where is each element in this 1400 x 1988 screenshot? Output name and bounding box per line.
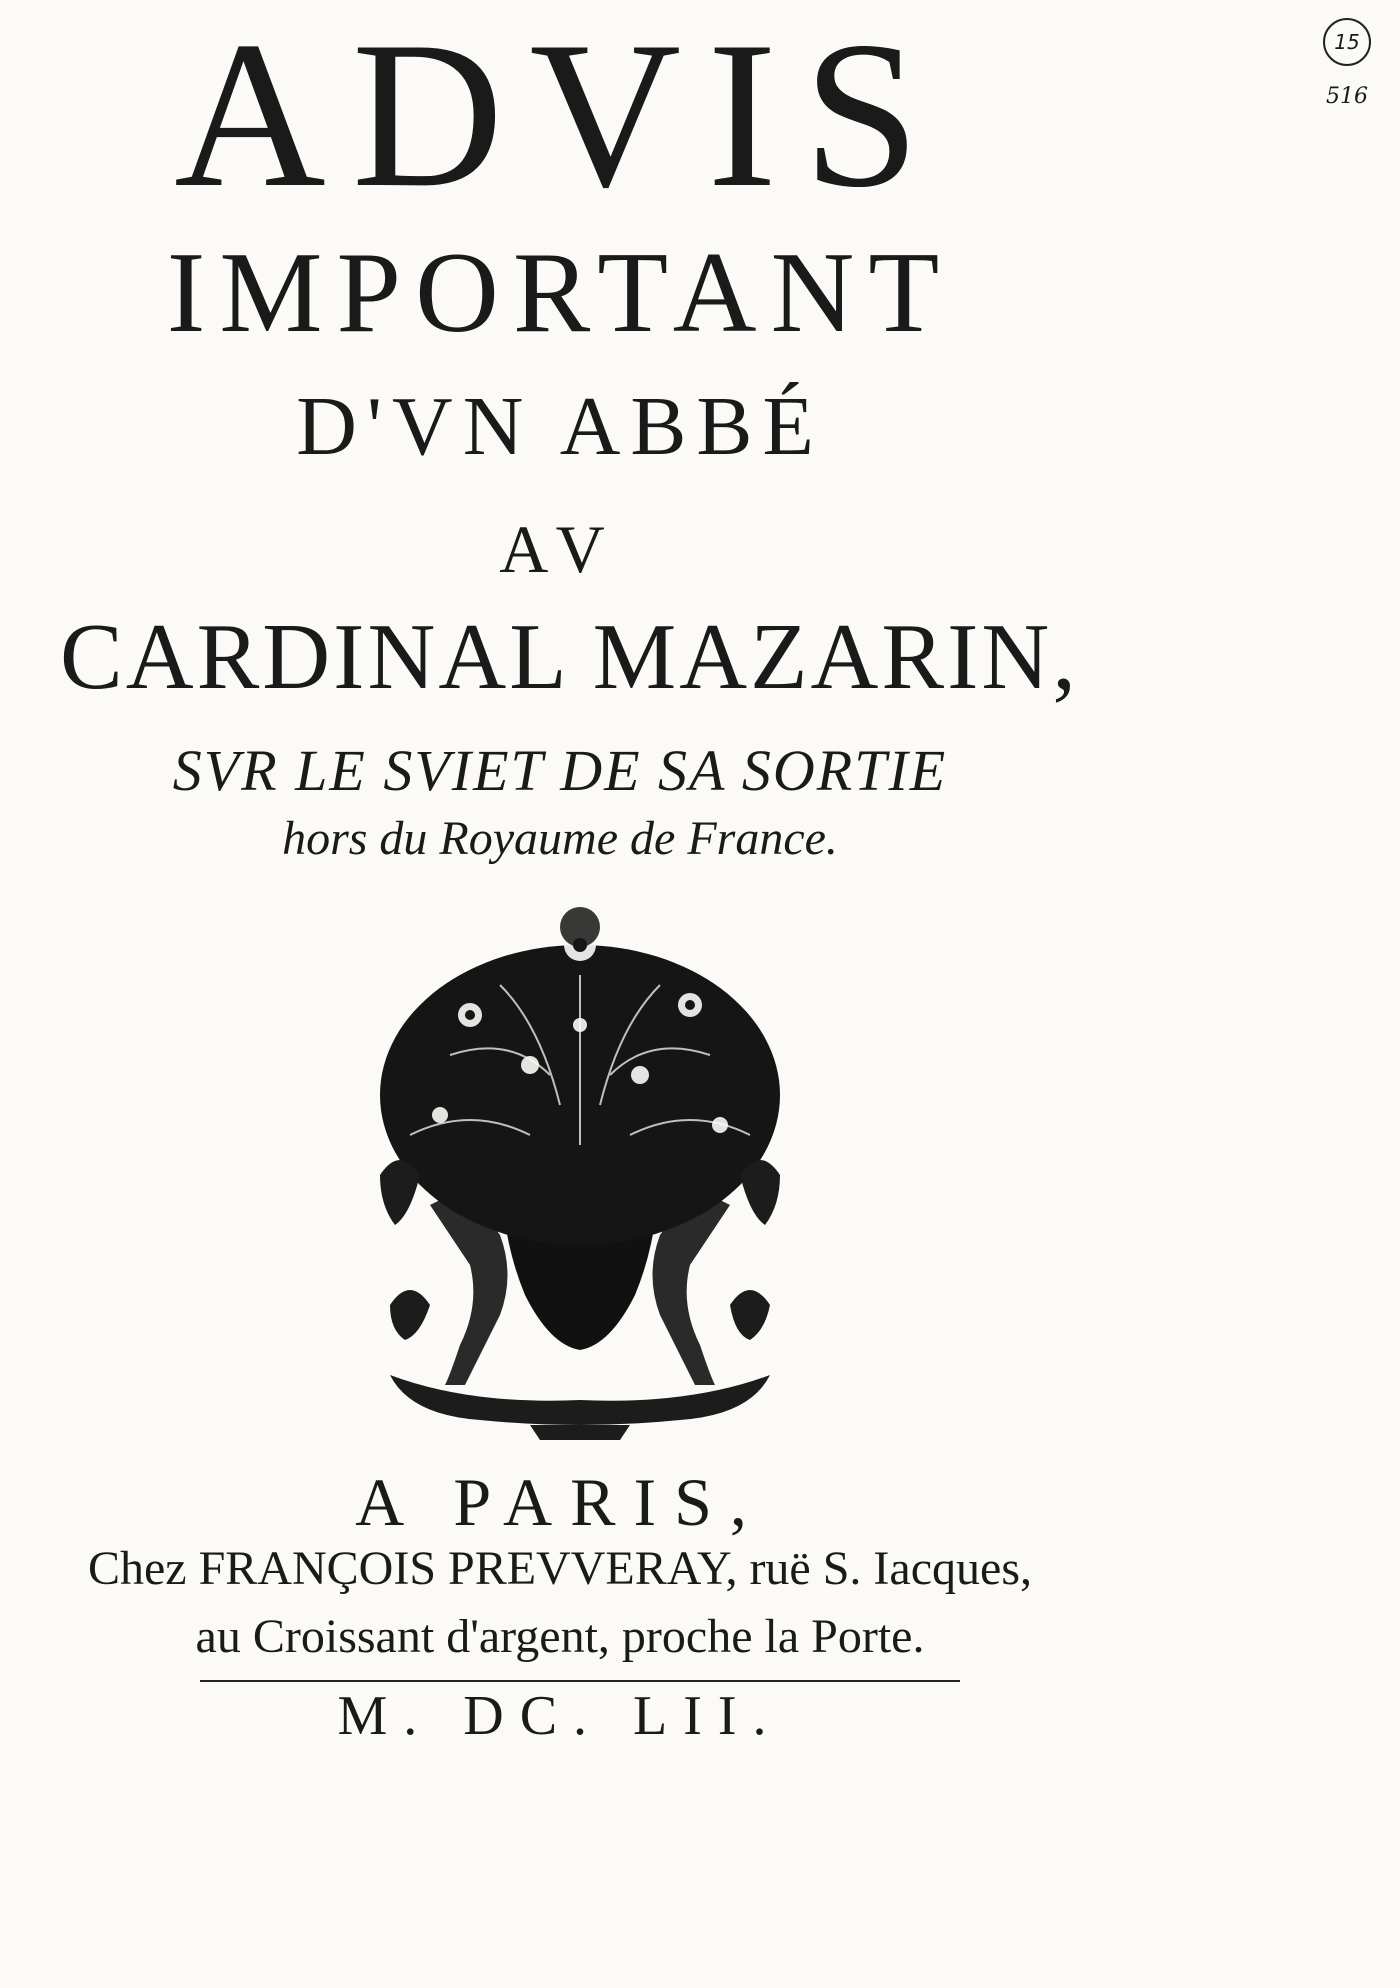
title-cardinal-mazarin: CARDINAL MAZARIN,: [60, 605, 1079, 709]
title-dvn-abbe: D'VN ABBÉ: [296, 380, 824, 473]
circled-number: 15: [1323, 18, 1371, 66]
printers-ornament-flower-vase: [350, 905, 810, 1445]
imprint-printer: Chez FRANÇOIS PREVVERAY, ruë S. Iacques,: [87, 1542, 1032, 1595]
shelf-number: 516: [1326, 84, 1368, 109]
imprint-place: A PARIS,: [355, 1464, 765, 1540]
title-av: AV: [499, 511, 621, 587]
subtitle-hors-du-royaume: hors du Royaume de France.: [282, 812, 838, 865]
imprint-date: M. DC. LII.: [337, 1685, 783, 1747]
subtitle-svr-le-sviet: SVR LE SVIET DE SA SORTIE: [172, 738, 948, 803]
handwritten-annotation: [1312, 18, 1382, 138]
title-important: IMPORTANT: [166, 229, 954, 357]
title-advis: ADVIS: [174, 0, 946, 231]
horizontal-rule: [200, 1680, 960, 1682]
imprint-address: au Croissant d'argent, proche la Porte.: [195, 1610, 925, 1663]
